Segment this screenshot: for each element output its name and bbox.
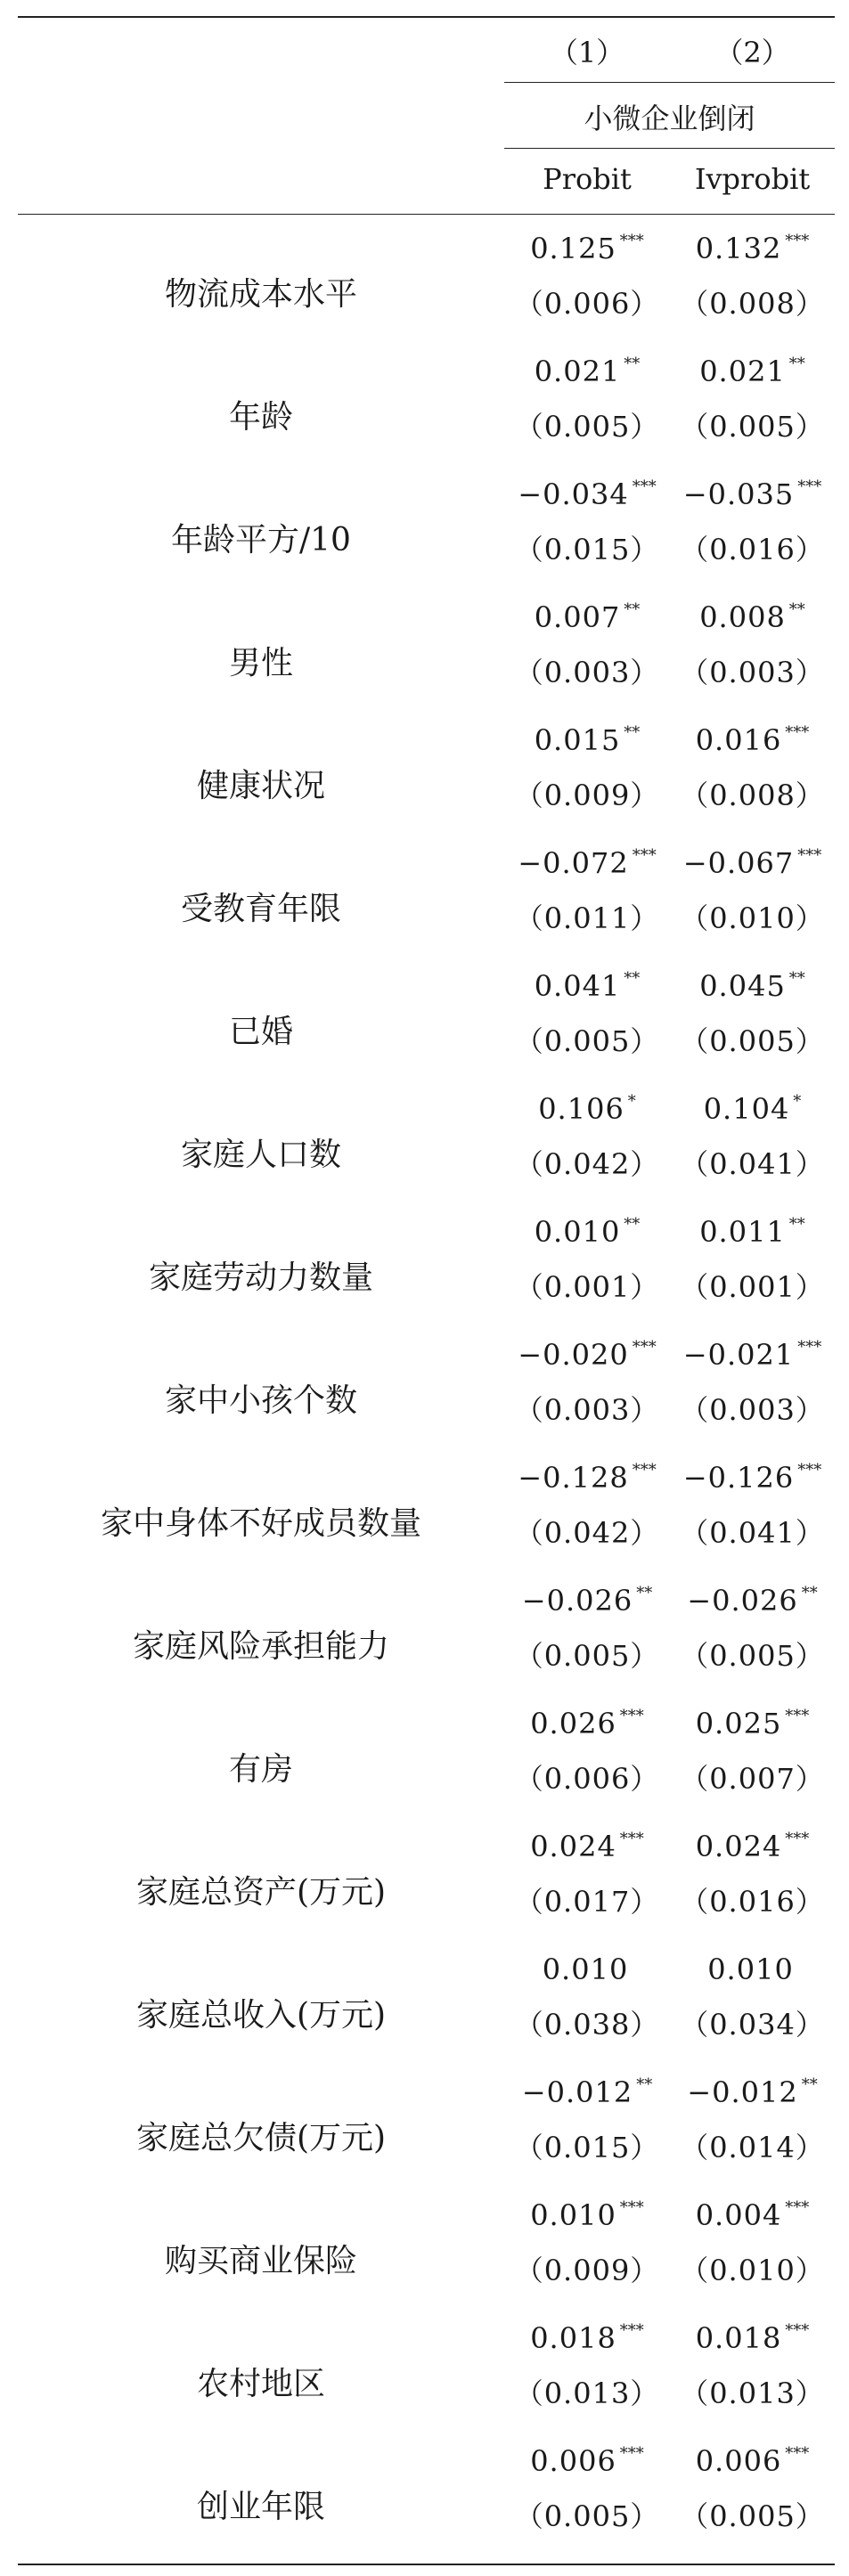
table-row xyxy=(0,2442,849,2565)
significance-stars: *** xyxy=(785,2321,810,2340)
cell-model-2 xyxy=(670,2074,835,2197)
cell-model-2 xyxy=(670,353,835,476)
standard-error: （0.008） xyxy=(680,779,825,812)
variable-label: 家庭风险承担能力 xyxy=(132,1627,389,1665)
table-row xyxy=(0,1951,849,2074)
variable-label: 家中小孩个数 xyxy=(164,1382,357,1419)
table-row xyxy=(0,1459,849,1582)
variable-label: 家中身体不好成员数量 xyxy=(100,1504,421,1542)
standard-error: （0.005） xyxy=(514,410,660,444)
coefficient: 0.015 xyxy=(534,723,621,757)
coefficient: 0.125 xyxy=(530,232,616,265)
standard-error: （0.008） xyxy=(680,287,825,321)
coefficient: 0.021 xyxy=(534,355,621,388)
significance-stars: *** xyxy=(632,1461,657,1480)
coefficient: 0.018 xyxy=(530,2321,616,2355)
cell-model-2 xyxy=(670,230,835,353)
variable-label: 有房 xyxy=(228,1750,293,1788)
table-row xyxy=(0,1582,849,1705)
significance-stars: ** xyxy=(624,969,641,988)
standard-error: （0.005） xyxy=(680,1024,825,1058)
standard-error: （0.014） xyxy=(680,2131,825,2164)
cell-model-2 xyxy=(670,1213,835,1336)
cell-model-2 xyxy=(670,1459,835,1582)
standard-error: （0.013） xyxy=(514,2376,660,2410)
coefficient: 0.041 xyxy=(534,969,621,1003)
column-number-1: （1） xyxy=(549,36,625,69)
significance-stars: ** xyxy=(788,1215,805,1234)
variable-label: 年龄 xyxy=(228,398,293,436)
standard-error: （0.003） xyxy=(514,656,660,689)
coefficient: 0.025 xyxy=(695,1707,782,1740)
variable-label: 已婚 xyxy=(228,1013,293,1050)
significance-stars: ** xyxy=(788,969,805,988)
table-row xyxy=(0,2074,849,2197)
coefficient: −0.128 xyxy=(518,1461,629,1495)
variable-label: 农村地区 xyxy=(196,2365,325,2402)
cell-model-2 xyxy=(670,2197,835,2319)
standard-error: （0.005） xyxy=(514,1024,660,1058)
cell-model-2 xyxy=(670,1705,835,1828)
table-row xyxy=(0,1090,849,1213)
cell-model-2 xyxy=(670,844,835,967)
coefficient: 0.010 xyxy=(530,2198,616,2232)
cell-model-1 xyxy=(504,2442,670,2565)
dependent-variable: 小微企业倒闭 xyxy=(584,102,755,135)
variable-label: 受教育年限 xyxy=(180,890,341,927)
cell-model-1 xyxy=(504,1582,670,1705)
variable-label: 男性 xyxy=(228,644,293,681)
coefficient: 0.007 xyxy=(534,600,621,634)
cell-model-2 xyxy=(670,1828,835,1951)
cell-model-1 xyxy=(504,353,670,476)
standard-error: （0.005） xyxy=(680,2499,825,2533)
significance-stars: *** xyxy=(785,2198,810,2217)
header-bottom-rule xyxy=(18,214,835,215)
coefficient: 0.016 xyxy=(695,723,782,757)
standard-error: （0.017） xyxy=(514,1885,660,1919)
significance-stars: *** xyxy=(797,1338,822,1357)
significance-stars: *** xyxy=(619,2198,644,2217)
standard-error: （0.005） xyxy=(680,410,825,444)
cell-model-2 xyxy=(670,967,835,1090)
significance-stars: ** xyxy=(801,2075,818,2094)
coefficient: 0.004 xyxy=(695,2198,782,2232)
standard-error: （0.005） xyxy=(680,1639,825,1673)
coefficient: −0.072 xyxy=(518,846,629,880)
coefficient: 0.106 xyxy=(538,1092,625,1126)
cell-model-1 xyxy=(504,1336,670,1459)
coefficient: −0.012 xyxy=(521,2075,633,2109)
coefficient: 0.021 xyxy=(699,355,786,388)
table-row xyxy=(0,1705,849,1828)
variable-label: 创业年限 xyxy=(196,2488,325,2525)
significance-stars: ** xyxy=(624,723,641,742)
standard-error: （0.011） xyxy=(514,901,660,935)
standard-error: （0.010） xyxy=(680,901,825,935)
coefficient: −0.020 xyxy=(518,1338,629,1372)
coefficient: −0.021 xyxy=(682,1338,795,1372)
table-row xyxy=(0,599,849,721)
significance-stars: *** xyxy=(785,1707,810,1725)
cell-model-1 xyxy=(504,1705,670,1828)
significance-stars: *** xyxy=(619,2321,644,2340)
standard-error: （0.010） xyxy=(680,2254,825,2287)
significance-stars: *** xyxy=(797,477,822,496)
standard-error: （0.038） xyxy=(514,2008,660,2042)
standard-error: （0.001） xyxy=(514,1270,660,1304)
coefficient: 0.024 xyxy=(530,1830,616,1863)
standard-error: （0.005） xyxy=(514,1639,660,1673)
coefficient: 0.010 xyxy=(707,1952,794,1986)
significance-stars: *** xyxy=(785,232,810,250)
significance-stars: ** xyxy=(636,1584,653,1602)
cell-model-1 xyxy=(504,1828,670,1951)
standard-error: （0.005） xyxy=(514,2499,660,2533)
coefficient: 0.008 xyxy=(699,600,786,634)
coefficient: 0.006 xyxy=(530,2444,616,2478)
table-row xyxy=(0,2197,849,2319)
cell-model-2 xyxy=(670,1582,835,1705)
variable-label: 年龄平方/10 xyxy=(171,521,351,558)
standard-error: （0.015） xyxy=(514,533,660,567)
significance-stars: *** xyxy=(619,1830,644,1848)
table-row xyxy=(0,2319,849,2442)
cell-model-1 xyxy=(504,721,670,844)
cell-model-2 xyxy=(670,599,835,721)
cell-model-1 xyxy=(504,476,670,599)
cell-model-1 xyxy=(504,844,670,967)
cell-model-1 xyxy=(504,1459,670,1582)
standard-error: （0.041） xyxy=(680,1147,825,1181)
significance-stars: *** xyxy=(785,2444,810,2463)
coefficient: −0.067 xyxy=(682,846,795,880)
coefficient: −0.034 xyxy=(518,477,629,511)
standard-error: （0.001） xyxy=(680,1270,825,1304)
table-row xyxy=(0,476,849,599)
significance-stars: ** xyxy=(624,355,641,373)
standard-error: （0.007） xyxy=(680,1762,825,1796)
significance-stars: *** xyxy=(619,2444,644,2463)
model-name-1: Probit xyxy=(543,162,632,196)
significance-stars: ** xyxy=(624,1215,641,1234)
coefficient: 0.026 xyxy=(530,1707,616,1740)
standard-error: （0.013） xyxy=(680,2376,825,2410)
significance-stars: ** xyxy=(788,600,805,619)
cell-model-2 xyxy=(670,1090,835,1213)
coefficient: 0.010 xyxy=(534,1215,621,1249)
coefficient: 0.024 xyxy=(695,1830,782,1863)
standard-error: （0.041） xyxy=(680,1516,825,1550)
variable-label: 家庭总资产(万元) xyxy=(135,1873,387,1911)
variable-label: 购买商业保险 xyxy=(164,2242,357,2279)
table-row xyxy=(0,721,849,844)
header-subrule-2 xyxy=(504,148,835,149)
coefficient: 0.045 xyxy=(699,969,786,1003)
standard-error: （0.042） xyxy=(514,1147,660,1181)
variable-label: 物流成本水平 xyxy=(164,275,357,313)
significance-stars: *** xyxy=(632,1338,657,1357)
significance-stars: ** xyxy=(801,1584,818,1602)
coefficient: −0.026 xyxy=(687,1584,798,1618)
significance-stars: *** xyxy=(619,1707,644,1725)
variable-label: 家庭人口数 xyxy=(180,1136,341,1173)
significance-stars: *** xyxy=(619,232,644,250)
variable-label: 家庭总欠债(万元) xyxy=(135,2119,387,2156)
standard-error: （0.009） xyxy=(514,2254,660,2287)
table-row xyxy=(0,1213,849,1336)
significance-stars: ** xyxy=(624,600,641,619)
cell-model-1 xyxy=(504,1951,670,2074)
coefficient: −0.026 xyxy=(521,1584,633,1618)
cell-model-1 xyxy=(504,599,670,721)
standard-error: （0.006） xyxy=(514,287,660,321)
coefficient: 0.132 xyxy=(695,232,782,265)
standard-error: （0.009） xyxy=(514,779,660,812)
coefficient: −0.035 xyxy=(682,477,795,511)
table-row xyxy=(0,844,849,967)
standard-error: （0.003） xyxy=(514,1393,660,1427)
cell-model-1 xyxy=(504,2074,670,2197)
bottom-rule xyxy=(18,2564,835,2565)
cell-model-2 xyxy=(670,1951,835,2074)
coefficient: 0.010 xyxy=(542,1952,629,1986)
column-number-2: （2） xyxy=(714,36,790,69)
coefficient: 0.011 xyxy=(699,1215,786,1249)
standard-error: （0.016） xyxy=(680,1885,825,1919)
top-rule xyxy=(18,16,835,18)
significance-stars: * xyxy=(627,1092,636,1111)
significance-stars: *** xyxy=(632,846,657,865)
standard-error: （0.034） xyxy=(680,2008,825,2042)
significance-stars: ** xyxy=(636,2075,653,2094)
table-row xyxy=(0,230,849,353)
variable-label: 家庭劳动力数量 xyxy=(148,1259,373,1296)
significance-stars: *** xyxy=(797,846,822,865)
cell-model-1 xyxy=(504,2197,670,2319)
standard-error: （0.003） xyxy=(680,656,825,689)
table-row xyxy=(0,353,849,476)
cell-model-2 xyxy=(670,2442,835,2565)
cell-model-2 xyxy=(670,1336,835,1459)
standard-error: （0.003） xyxy=(680,1393,825,1427)
cell-model-2 xyxy=(670,2319,835,2442)
cell-model-2 xyxy=(670,721,835,844)
header-subrule-1 xyxy=(504,82,835,83)
significance-stars: *** xyxy=(632,477,657,496)
standard-error: （0.015） xyxy=(514,2131,660,2164)
model-name-2: Ivprobit xyxy=(694,162,811,196)
table-row xyxy=(0,1828,849,1951)
significance-stars: *** xyxy=(797,1461,822,1480)
standard-error: （0.042） xyxy=(514,1516,660,1550)
significance-stars: *** xyxy=(785,723,810,742)
variable-label: 家庭总收入(万元) xyxy=(135,1996,387,2034)
table-row xyxy=(0,967,849,1090)
standard-error: （0.006） xyxy=(514,1762,660,1796)
significance-stars: * xyxy=(793,1092,802,1111)
coefficient: 0.006 xyxy=(695,2444,782,2478)
significance-stars: *** xyxy=(785,1830,810,1848)
cell-model-1 xyxy=(504,1090,670,1213)
cell-model-2 xyxy=(670,476,835,599)
cell-model-1 xyxy=(504,967,670,1090)
standard-error: （0.016） xyxy=(680,533,825,567)
coefficient: −0.012 xyxy=(687,2075,798,2109)
coefficient: −0.126 xyxy=(682,1461,795,1495)
cell-model-1 xyxy=(504,2319,670,2442)
variable-label: 健康状况 xyxy=(196,767,325,804)
coefficient: 0.104 xyxy=(703,1092,790,1126)
significance-stars: ** xyxy=(788,355,805,373)
cell-model-1 xyxy=(504,1213,670,1336)
coefficient: 0.018 xyxy=(695,2321,782,2355)
cell-model-1 xyxy=(504,230,670,353)
table-row xyxy=(0,1336,849,1459)
